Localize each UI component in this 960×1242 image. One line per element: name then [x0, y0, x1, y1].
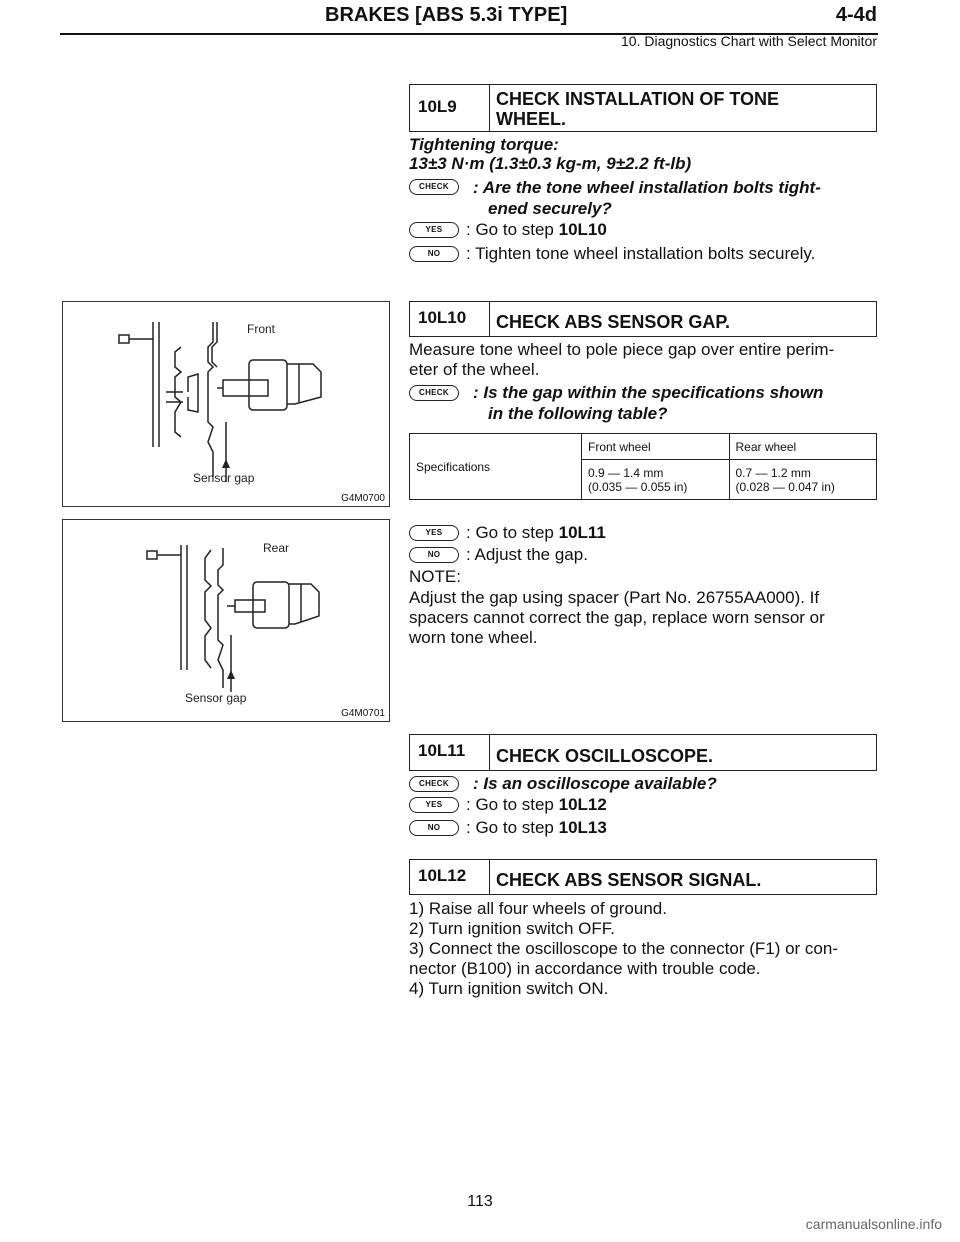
sensor-gap-label: Sensor gap	[193, 471, 255, 485]
check-icon: CHECK	[409, 776, 459, 792]
section-title: BRAKES [ABS 5.3i TYPE]	[325, 4, 568, 26]
yes-action: : Go to step 10L11	[466, 523, 606, 542]
step-number: 10L12	[410, 860, 490, 894]
spec-row-label: Specifications	[410, 434, 582, 500]
no-icon: NO	[409, 547, 459, 563]
figure-front-sensor-gap	[62, 301, 390, 507]
note-label: NOTE:	[409, 567, 461, 586]
no-icon: NO	[409, 246, 459, 262]
yes-icon: YES	[409, 525, 459, 541]
step-number: 10L9	[410, 85, 490, 131]
step-10L10-header	[409, 301, 877, 337]
step-title: CHECK ABS SENSOR SIGNAL.	[496, 870, 762, 890]
yes-icon: YES	[409, 222, 459, 238]
section-subtitle: 10. Diagnostics Chart with Select Monitor	[621, 33, 877, 49]
list-item: 2) Turn ignition switch OFF.	[409, 919, 615, 938]
yes-action: : Go to step 10L12	[466, 795, 607, 814]
torque-label: Tightening torque:	[409, 135, 559, 154]
check-question: : Is an oscilloscope available?	[473, 774, 717, 793]
check-question: : Is the gap within the specifications shown in the following table?	[473, 383, 824, 423]
no-action: : Tighten tone wheel installation bolts securely.	[466, 244, 816, 263]
spec-table	[409, 433, 877, 500]
step-10L9-header	[409, 84, 877, 132]
step-body: Measure tone wheel to pole piece gap over entire perim- eter of the wheel.	[409, 340, 835, 379]
page-number: 113	[467, 1193, 493, 1210]
check-question: : Are the tone wheel installation bolts tight- ened securely?	[473, 178, 821, 218]
step-title: CHECK OSCILLOSCOPE.	[496, 746, 714, 766]
no-action: : Go to step 10L13	[466, 818, 607, 837]
front-wheel-value: 0.9 — 1.4 mm (0.035 — 0.055 in)	[582, 460, 730, 500]
table-row	[410, 434, 877, 460]
section-code: 4-4d	[835, 4, 877, 26]
list-item: 1) Raise all four wheels of ground.	[409, 899, 667, 918]
sensor-gap-label: Sensor gap	[185, 691, 247, 705]
step-10L12-header	[409, 859, 877, 895]
step-10L11-header	[409, 734, 877, 771]
front-label: Front	[247, 322, 276, 336]
no-icon: NO	[409, 820, 459, 836]
step-number: 10L10	[410, 302, 490, 336]
yes-icon: YES	[409, 797, 459, 813]
step-instructions	[409, 899, 879, 999]
note-body: Adjust the gap using spacer (Part No. 26755AA000). If spacers cannot correct the gap, replace worn sensor or worn tone wheel.	[409, 588, 825, 647]
rear-wheel-illustration	[63, 520, 389, 721]
check-icon: CHECK	[409, 179, 459, 195]
list-item: 3) Connect the oscilloscope to the connector (F1) or con-	[409, 939, 838, 958]
step-number: 10L11	[410, 735, 490, 770]
front-wheel-illustration	[63, 302, 389, 506]
yes-action: : Go to step 10L10	[466, 220, 607, 239]
figure-rear-sensor-gap	[62, 519, 390, 722]
watermark: carmanualsonline.info	[805, 1216, 942, 1232]
figure-caption: G4M0700	[341, 493, 385, 504]
list-item: nector (B100) in accordance with trouble code.	[409, 959, 761, 978]
step-title: CHECK ABS SENSOR GAP.	[496, 312, 731, 332]
front-wheel-header: Front wheel	[582, 434, 730, 460]
torque-value: 13±3 N·m (1.3±0.3 kg-m, 9±2.2 ft-lb)	[409, 154, 692, 173]
figure-caption: G4M0701	[341, 708, 385, 719]
no-action: : Adjust the gap.	[466, 545, 588, 564]
list-item: 4) Turn ignition switch ON.	[409, 979, 609, 998]
check-icon: CHECK	[409, 385, 459, 401]
rear-wheel-header: Rear wheel	[729, 434, 877, 460]
step-title: CHECK INSTALLATION OF TONE WHEEL.	[496, 89, 779, 129]
rear-label: Rear	[263, 541, 290, 555]
rear-wheel-value: 0.7 — 1.2 mm (0.028 — 0.047 in)	[729, 460, 877, 500]
